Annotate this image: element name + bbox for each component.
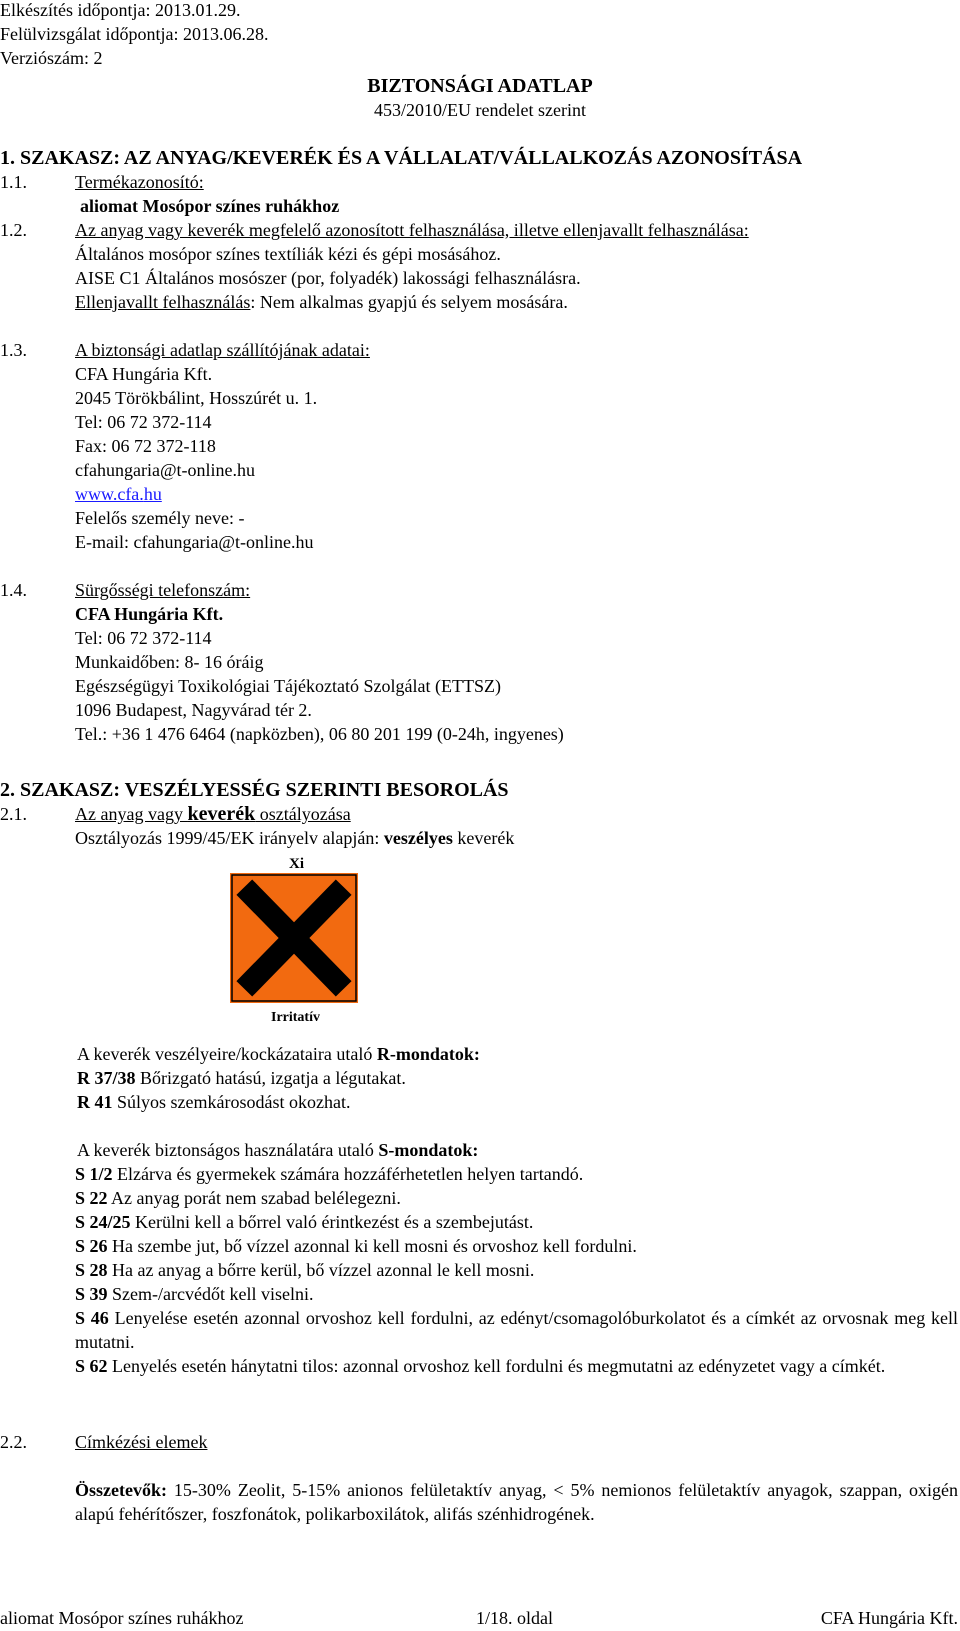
emergency-line: Tel: 06 72 372-114 (75, 628, 212, 648)
section-2-heading: 2. SZAKASZ: VESZÉLYESSÉG SZERINTI BESOROLÁS (0, 779, 509, 801)
r-phrase-code: R 37/38 (77, 1068, 136, 1088)
classification-label-part: Az anyag vagy (75, 804, 188, 824)
irritant-hazard-icon (230, 873, 358, 1003)
responsible-person: Felelős személy neve: - (75, 508, 245, 528)
s-phrase (75, 1162, 583, 1186)
s-phrase-code: S 1/2 (75, 1164, 113, 1184)
ingredients-label: Összetevők: (75, 1480, 167, 1500)
r-phrase-text: Bőrizgató hatású, izgatja a légutakat. (135, 1068, 406, 1088)
classification-label-part: osztályozása (255, 804, 351, 824)
s-phrase (75, 1210, 533, 1234)
s-phrase-text: Lenyelése esetén azonnal orvoshoz kell fordulni, az edényt/csomagolóburkolatot és a címkét az orvosnak meg kell mutatni. (75, 1308, 958, 1352)
s-phrase-text: Lenyelés esetén hánytatni tilos: azonnal orvoshoz kell fordulni és megmutatni az edényzetet vagy a címkét. (107, 1356, 886, 1376)
s-phrase-code: S 24/25 (75, 1212, 131, 1232)
classification-label-keyword: keverék (187, 803, 256, 825)
emergency-line: Munkaidőben: 8- 16 óráig (75, 652, 264, 672)
s-phrase-code: S 46 (75, 1308, 109, 1328)
website-link[interactable] (75, 482, 162, 506)
emergency-company: CFA Hungária Kft. (75, 604, 224, 624)
s-phrase-text: Ha szembe jut, bő vízzel azonnal ki kell mosni és orvoshoz kell fordulni. (107, 1236, 637, 1256)
document-subtitle: 453/2010/EU rendelet szerint (374, 100, 586, 120)
contraindicated-use (75, 290, 568, 314)
supplier-email: E-mail: cfahungaria@t-online.hu (75, 532, 314, 552)
emergency-line: Egészségügyi Toxikológiai Tájékoztató Szolgálat (ETTSZ) (75, 676, 501, 696)
footer-page-number: 1/18. oldal (476, 1608, 553, 1628)
use-line: Általános mosópor színes textíliák kézi és gépi mosásához. (75, 244, 501, 264)
ingredients (75, 1478, 958, 1526)
s-phrase (75, 1306, 958, 1354)
ingredients-text: 15-30% Zeolit, 5-15% anionos felületaktív anyag, < 5% nemionos felületaktív anyagok, szappan, oxigén alapú fehérítőszer, foszfonátok, polikarboxilátok, alifás szénhidrogének. (75, 1480, 958, 1524)
s-phrase-code: S 28 (75, 1260, 108, 1280)
classification-text-part: keverék (452, 828, 515, 848)
item-number: 2.2. (0, 1432, 27, 1452)
s-phrase (75, 1282, 313, 1306)
classification-hazard-word: veszélyes (383, 828, 453, 848)
footer-company: CFA Hungária Kft. (820, 1608, 958, 1628)
classification-text-part: Osztályozás 1999/45/EK irányelv alapján: (75, 828, 384, 848)
use-line: AISE C1 Általános mosószer (por, folyadék) lakossági felhasználásra. (75, 268, 581, 288)
contraindicated-text: : Nem alkalmas gyapjú és selyem mosására. (250, 292, 568, 312)
r-phrase (77, 1090, 350, 1114)
r-phrases-intro-label: R-mondatok: (376, 1044, 480, 1064)
supplier-line: CFA Hungária Kft. (75, 364, 213, 384)
supplier-line: cfahungaria@t-online.hu (75, 460, 256, 480)
item-number: 1.4. (0, 580, 27, 600)
supplier-line: 2045 Törökbálint, Hosszúrét u. 1. (75, 388, 318, 408)
s-phrase (75, 1186, 401, 1210)
hazard-symbol-name: Irritatív (271, 1010, 320, 1025)
r-phrases-intro-text: A keverék veszélyeire/kockázataira utaló (77, 1044, 377, 1064)
reviewed-date: Felülvizsgálat időpontja: 2013.06.28. (0, 24, 269, 44)
version-number: Verziószám: 2 (0, 48, 103, 68)
r-phrase-code: R 41 (77, 1092, 113, 1112)
emergency-phone-label: Sürgősségi telefonszám: (75, 580, 251, 600)
item-number: 2.1. (0, 804, 27, 824)
s-phrase-text: Ha az anyag a bőrre kerül, bő vízzel azonnal le kell mosni. (107, 1260, 535, 1280)
contraindicated-label: Ellenjavallt felhasználás (75, 292, 251, 312)
s-phrases-intro (77, 1138, 478, 1162)
item-number: 1.1. (0, 172, 27, 192)
s-phrase (75, 1354, 958, 1378)
document-title: BIZTONSÁGI ADATLAP (367, 75, 593, 97)
s-phrase-code: S 26 (75, 1236, 108, 1256)
s-phrase-code: S 62 (75, 1356, 108, 1376)
classification-label (75, 802, 351, 826)
s-phrase-text: Szem-/arcvédőt kell viselni. (107, 1284, 314, 1304)
s-phrase-text: Elzárva és gyermekek számára hozzáférhetetlen helyen tartandó. (112, 1164, 584, 1184)
created-date: Elkészítés időpontja: 2013.01.29. (0, 0, 241, 20)
s-phrase-code: S 22 (75, 1188, 108, 1208)
s-phrases-intro-text: A keverék biztonságos használatára utaló (77, 1140, 379, 1160)
r-phrase-text: Súlyos szemkárosodást okozhat. (112, 1092, 351, 1112)
s-phrase (75, 1234, 637, 1258)
supplier-line: Tel: 06 72 372-114 (75, 412, 212, 432)
s-phrase-text: Az anyag porát nem szabad belélegezni. (107, 1188, 401, 1208)
classification-text (75, 826, 514, 850)
identified-uses-label: Az anyag vagy keverék megfelelő azonosított felhasználása, illetve ellenjavallt felhasználása: (75, 220, 749, 240)
s-phrase (75, 1258, 534, 1282)
item-number: 1.2. (0, 220, 27, 240)
emergency-line: Tel.: +36 1 476 6464 (napközben), 06 80 201 199 (0-24h, ingyenes) (75, 724, 564, 744)
r-phrase (77, 1066, 406, 1090)
hazard-symbol-code: Xi (289, 856, 304, 872)
s-phrase-text: Kerülni kell a bőrrel való érintkezést és a szembejutást. (130, 1212, 534, 1232)
section-1-heading: 1. SZAKASZ: AZ ANYAG/KEVERÉK ÉS A VÁLLALAT/VÁLLALKOZÁS AZONOSÍTÁSA (0, 147, 803, 169)
product-identifier-label: Termékazonosító: (75, 172, 204, 192)
s-phrase-code: S 39 (75, 1284, 108, 1304)
footer-product: aliomat Mosópor színes ruhákhoz (0, 1608, 244, 1628)
supplier-line: Fax: 06 72 372-118 (75, 436, 216, 456)
website-link-domain[interactable]: hu (143, 484, 162, 504)
supplier-label: A biztonsági adatlap szállítójának adatai: (75, 340, 370, 360)
s-phrases-intro-label: S-mondatok: (378, 1140, 479, 1160)
product-name: aliomat Mosópor színes ruhákhoz (80, 196, 340, 216)
labelling-elements-label: Címkézési elemek (75, 1432, 208, 1452)
item-number: 1.3. (0, 340, 27, 360)
emergency-line: 1096 Budapest, Nagyvárad tér 2. (75, 700, 312, 720)
r-phrases-intro (77, 1042, 480, 1066)
website-link-text[interactable]: www.cfa. (75, 484, 144, 504)
